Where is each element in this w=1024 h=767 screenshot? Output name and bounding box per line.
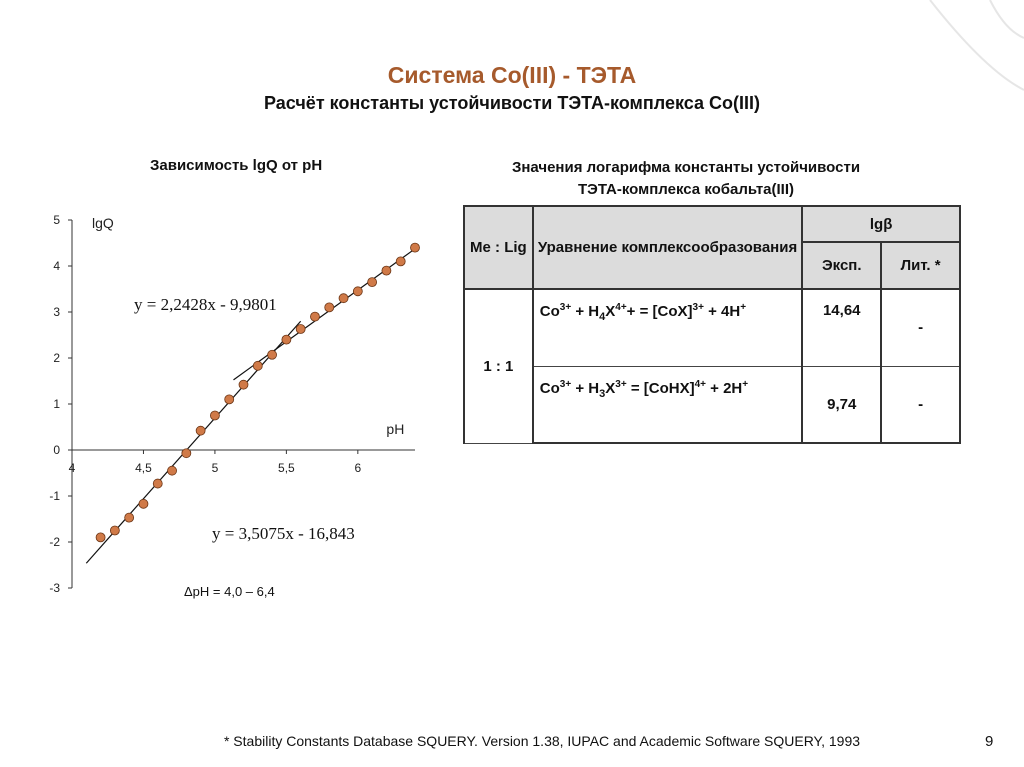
data-point bbox=[253, 361, 262, 370]
data-point bbox=[168, 466, 177, 475]
lit-value-1: - bbox=[881, 289, 960, 366]
data-point bbox=[139, 499, 148, 508]
data-point bbox=[110, 526, 119, 535]
data-point bbox=[353, 287, 362, 296]
lit-value-2: - bbox=[881, 366, 960, 443]
y-tick-label: -3 bbox=[49, 581, 60, 595]
header-lgb: lgβ bbox=[802, 206, 960, 242]
y-tick-label: -1 bbox=[49, 489, 60, 503]
exp-value-2: 9,74 bbox=[802, 366, 881, 443]
table-caption-line-2: ТЭТА-комплекса кобальта(III) bbox=[577, 181, 795, 198]
x-tick-label: 5 bbox=[211, 461, 219, 475]
header-equation: Уравнение комплексообразования bbox=[533, 206, 802, 289]
data-point bbox=[210, 411, 219, 420]
y-tick-label: 4 bbox=[53, 259, 60, 273]
ph-range-annotation: ΔpH = 4,0 – 6,4 bbox=[184, 584, 275, 599]
page-subtitle: Расчёт константы устойчивости ТЭТА-комплекса Co(III) bbox=[264, 93, 760, 113]
x-axis-label: pH bbox=[386, 421, 405, 437]
table-caption-line-1: Значения логарифма константы устойчивости bbox=[511, 159, 861, 176]
data-point bbox=[96, 533, 105, 542]
table-caption bbox=[462, 157, 910, 201]
y-tick-label: -2 bbox=[49, 535, 60, 549]
stability-table bbox=[463, 205, 961, 444]
header-ratio: Me : Lig bbox=[464, 206, 533, 289]
data-point bbox=[368, 278, 377, 287]
y-tick-label: 1 bbox=[53, 397, 60, 411]
y-tick-label: 0 bbox=[53, 443, 60, 457]
data-point bbox=[411, 243, 420, 252]
y-tick-label: 3 bbox=[53, 305, 60, 319]
x-tick-label: 4,5 bbox=[135, 461, 152, 475]
y-tick-label: 2 bbox=[53, 351, 60, 365]
y-tick-label: 5 bbox=[53, 213, 60, 227]
exp-value-1: 14,64 bbox=[802, 289, 881, 366]
x-tick-label: 5,5 bbox=[278, 461, 295, 475]
page-number: 9 bbox=[985, 733, 994, 750]
trendline-1-equation: y = 2,2428x - 9,9801 bbox=[134, 295, 277, 314]
page-title: Система Co(III) - ТЭТА bbox=[387, 62, 637, 88]
footnote: * Stability Constants Database SQUERY. Version 1.38, IUPAC and Academic Software SQUERY, 1993 bbox=[223, 733, 861, 749]
data-point bbox=[125, 513, 134, 522]
data-point bbox=[382, 266, 391, 275]
data-point bbox=[282, 335, 291, 344]
lgq-ph-chart bbox=[0, 0, 460, 620]
data-point bbox=[396, 257, 405, 266]
data-point bbox=[268, 350, 277, 359]
header-exp: Эксп. bbox=[802, 242, 881, 289]
x-tick-label: 4 bbox=[68, 461, 76, 475]
data-point bbox=[310, 312, 319, 321]
y-axis-label: lgQ bbox=[92, 215, 114, 231]
data-point bbox=[325, 303, 334, 312]
chart-caption: Зависимость lgQ от pH bbox=[150, 157, 323, 174]
data-point bbox=[196, 426, 205, 435]
data-point bbox=[153, 479, 162, 488]
x-tick-label: 6 bbox=[354, 461, 362, 475]
data-point bbox=[339, 294, 348, 303]
data-point bbox=[239, 380, 248, 389]
ratio-cell: 1 : 1 bbox=[464, 289, 533, 443]
data-point bbox=[296, 325, 305, 334]
data-point bbox=[225, 395, 234, 404]
trendline-2-equation: y = 3,5075x - 16,843 bbox=[212, 524, 355, 543]
header-lit: Лит. * bbox=[881, 242, 960, 289]
equation-cell-2: $Co^{3+} + H_3X^{3+}$ = [CoHX]$^{4+}$ + 2H+ bbox=[533, 366, 802, 443]
data-point bbox=[182, 449, 191, 458]
equation-cell-1: $Co^{3+} + H_4X^{4+}+ = [CoX]^{3+} + 4H^+$ bbox=[533, 289, 802, 366]
